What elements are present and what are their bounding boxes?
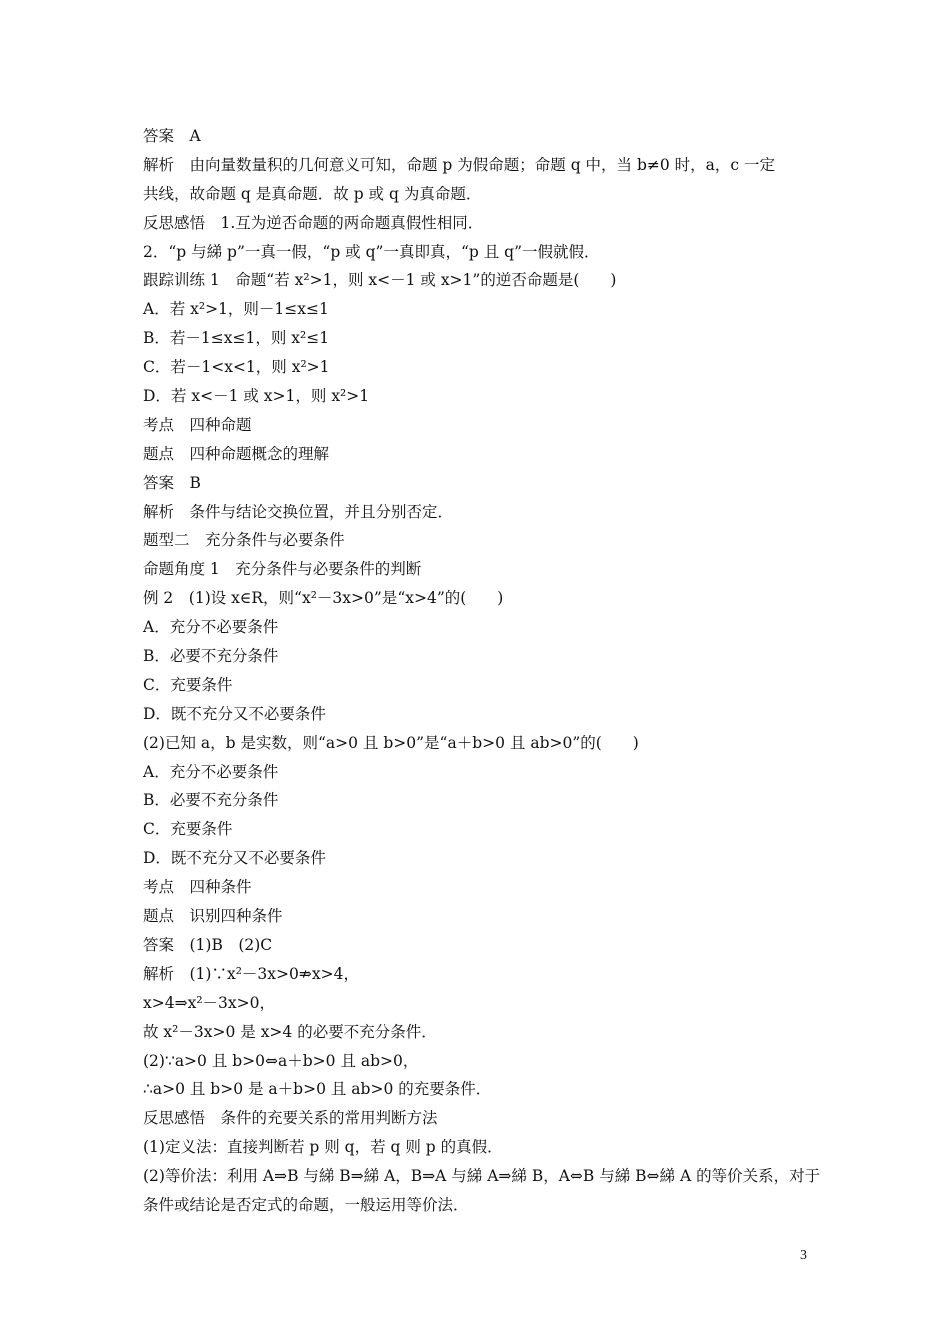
answer-line: 答案 A [143, 127, 201, 145]
option-a: A．充分不必要条件 [143, 618, 279, 637]
analysis-line: 解析 条件与结论交换位置，并且分别否定． [143, 502, 454, 521]
option-a: A．充分不必要条件 [143, 762, 279, 781]
reflection-line: 反思感悟 条件的充要关系的常用判断方法 [143, 1109, 438, 1128]
exercise-question: 跟踪训练 1 命题“若 x²>1，则 x<－1 或 x>1”的逆否命题是( ) [143, 271, 617, 290]
option-b: B．若－1≤x≤1，则 x²≤1 [143, 329, 330, 348]
subsection-heading: 命题角度 1 充分条件与必要条件的判断 [143, 560, 422, 579]
method-definition: (1)定义法：直接判断若 p 则 q，若 q 则 p 的真假． [143, 1138, 503, 1157]
analysis-line: 解析 (1)∵x²－3x>0⇏x>4， [143, 964, 359, 983]
analysis-line: 解析 由向量数量积的几何意义可知，命题 p 为假命题；命题 q 中，当 b≠0 时，a，c 一定 [143, 155, 776, 174]
option-d: D．若 x<－1 或 x>1，则 x²>1 [143, 387, 370, 406]
topic-point: 考点 四种命题 [143, 415, 252, 434]
section-heading: 题型二 充分条件与必要条件 [143, 531, 345, 550]
option-b: B．必要不充分条件 [143, 791, 279, 810]
option-d: D．既不充分又不必要条件 [143, 704, 326, 723]
example-question-1: 例 2 (1)设 x∈R，则“x²－3x>0”是“x>4”的( ) [143, 589, 504, 608]
option-c: C．充要条件 [143, 675, 233, 694]
option-b: B．必要不充分条件 [143, 647, 279, 666]
analysis-line-5: ∴a>0 且 b>0 是 a＋b>0 且 ab>0 的充要条件． [143, 1080, 492, 1099]
method-equivalence: (2)等价法：利用 A⇒B 与綈 B⇒綈 A，B⇒A 与綈 A⇒綈 B，A⇔B 与綈 B⇔綈 A 的等价关系，对于 [143, 1167, 821, 1186]
analysis-line-3: 故 x²－3x>0 是 x>4 的必要不充分条件． [143, 1022, 437, 1041]
option-c: C．充要条件 [143, 820, 233, 839]
analysis-line-cont: 共线，故命题 q 是真命题．故 p 或 q 为真命题． [143, 184, 482, 203]
option-c: C．若－1<x<1，则 x²>1 [143, 358, 330, 377]
option-a: A．若 x²>1，则－1≤x≤1 [143, 300, 329, 319]
method-equivalence-cont: 条件或结论是否定式的命题，一般运用等价法． [143, 1195, 469, 1214]
reflection-line: 反思感悟 1.互为逆否命题的两命题真假性相同． [143, 213, 484, 232]
question-point: 题点 四种命题概念的理解 [143, 444, 330, 463]
example-question-2: (2)已知 a，b 是实数，则“a>0 且 b>0”是“a＋b>0 且 ab>0”的( ) [143, 733, 639, 752]
option-d: D．既不充分又不必要条件 [143, 849, 326, 868]
analysis-line-2: x>4⇒x²－3x>0， [143, 993, 275, 1012]
page-number: 3 [800, 1248, 807, 1263]
reflection-line-2: 2．“p 与綈 p”一真一假，“p 或 q”一真即真，“p 且 q”一假就假． [143, 242, 600, 261]
analysis-line-4: (2)∵a>0 且 b>0⇔a＋b>0 且 ab>0， [143, 1051, 419, 1070]
document-body [143, 122, 823, 1220]
answer-line: 答案 B [143, 473, 201, 492]
topic-point: 考点 四种条件 [143, 878, 252, 897]
answer-line: 答案 (1)B (2)C [143, 935, 273, 954]
question-point: 题点 识别四种条件 [143, 907, 283, 926]
